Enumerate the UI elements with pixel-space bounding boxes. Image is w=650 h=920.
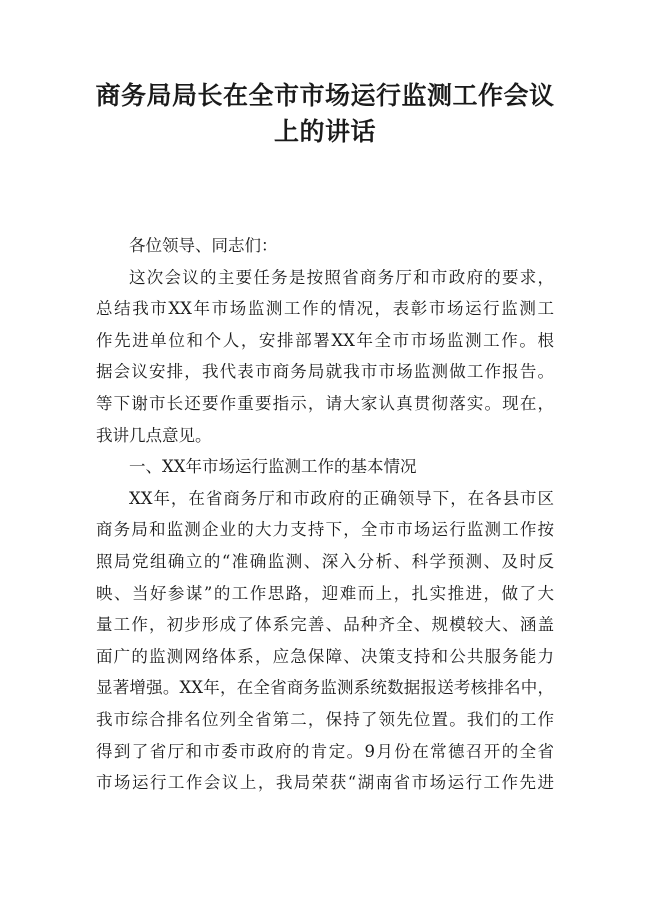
document-title [80, 78, 570, 150]
paragraph-line: XX年，在省商务厅和市政府的正确领导下，在各县市区 [129, 488, 554, 508]
paragraph-line: 得到了省厅和市委市政府的肯定。9月份在常德召开的全省 [96, 741, 554, 761]
title-line-1: 商务局局长在全市市场运行监测工作会议 [95, 81, 555, 110]
paragraph-line: 市场运行工作会议上，我局荣获“湖南省市场运行工作先进 [96, 773, 554, 793]
section-heading: 一、XX年市场运行监测工作的基本情况 [129, 457, 417, 477]
paragraph-line: 总结我市XX年市场监测工作的情况，表彰市场运行监测工 [96, 299, 554, 319]
document-body [96, 230, 554, 799]
paragraph-line: 据会议安排，我代表市商务局就我市市场监测做工作报告。 [96, 362, 554, 382]
paragraph-line: 照局党组确立的“准确监测、深入分析、科学预测、及时反 [96, 551, 554, 571]
paragraph-line: 显著增强。XX年，在全省商务监测系统数据报送考核排名中， [96, 678, 554, 698]
salutation: 各位领导、同志们： [129, 236, 278, 255]
paragraph-line: 我市综合排名位列全省第二，保持了领先位置。我们的工作 [96, 709, 554, 729]
paragraph-line: 作先进单位和个人，安排部署XX年全市市场监测工作。根 [96, 330, 554, 350]
paragraph-line: 面广的监测网络体系，应急保障、决策支持和公共服务能力 [96, 646, 554, 666]
paragraph-line: 量工作，初步形成了体系完善、品种齐全、规模较大、涵盖 [96, 615, 554, 635]
paragraph-line: 我讲几点意见。 [96, 425, 212, 445]
paragraph-line: 商务局和监测企业的大力支持下，全市市场运行监测工作按 [96, 520, 554, 540]
paragraph-line: 映、当好参谋”的工作思路，迎难而上，扎实推进，做了大 [96, 583, 554, 603]
paragraph-line: 这次会议的主要任务是按照省商务厅和市政府的要求， [129, 267, 554, 287]
paragraph-line: 等下谢市长还要作重要指示，请大家认真贯彻落实。现在， [96, 393, 554, 413]
title-line-2: 上的讲话 [273, 117, 376, 146]
